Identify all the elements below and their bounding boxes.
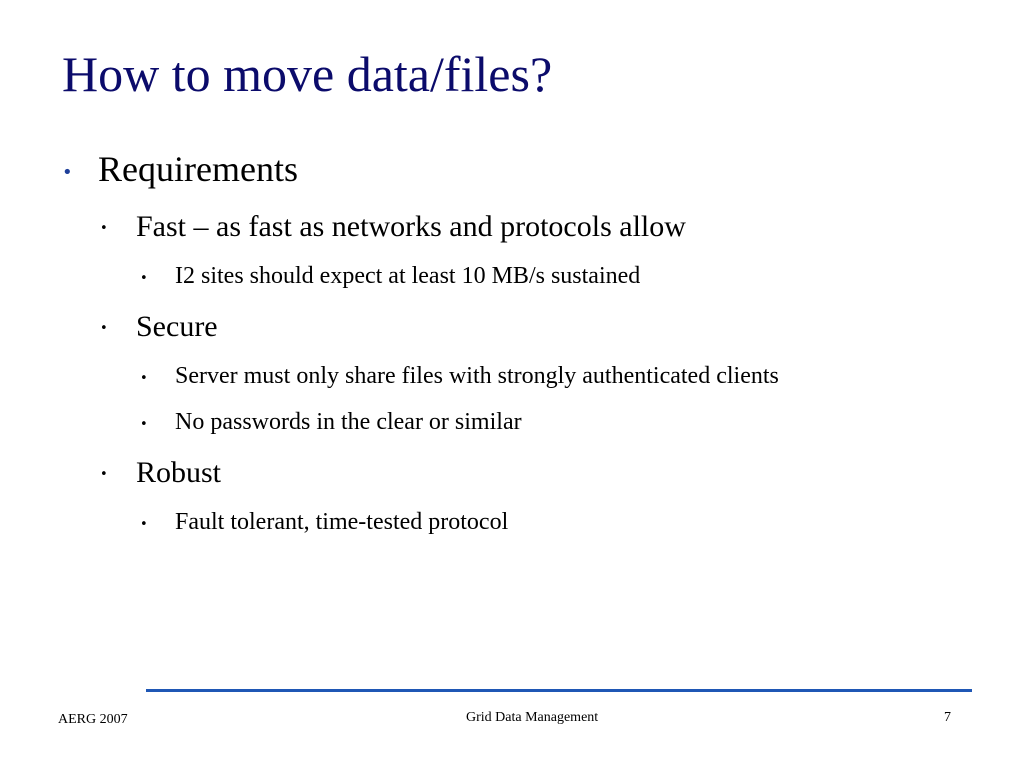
bullet-text: I2 sites should expect at least 10 MB/s sustained	[175, 263, 641, 289]
bullet-text: Fault tolerant, time-tested protocol	[175, 509, 509, 535]
bullet-dot-icon: •	[140, 417, 148, 432]
bullet-text: Fast – as fast as networks and protocols allow	[136, 210, 686, 243]
bullet-text: Requirements	[98, 149, 298, 189]
bullet-dot-icon: •	[100, 321, 108, 336]
footer-divider	[146, 689, 972, 692]
page-number: 7	[944, 710, 951, 725]
bullet-dot-icon: •	[100, 221, 108, 236]
bullet-text: No passwords in the clear or similar	[175, 409, 522, 435]
bullet-text: Server must only share files with strongly authenticated clients	[175, 363, 779, 389]
footer-center-text: Grid Data Management	[466, 710, 599, 725]
bullet-dot-icon: •	[140, 271, 148, 286]
slide-title: How to move data/files?	[62, 46, 553, 102]
bullet-dot-icon: •	[62, 162, 73, 183]
bullet-dot-icon: •	[140, 517, 148, 532]
bullet-text: Secure	[136, 310, 218, 343]
footer-left-text: AERG 2007	[58, 712, 128, 727]
bullet-dot-icon: •	[100, 467, 108, 482]
bullet-text: Robust	[136, 456, 222, 489]
bullet-dot-icon: •	[140, 371, 148, 386]
